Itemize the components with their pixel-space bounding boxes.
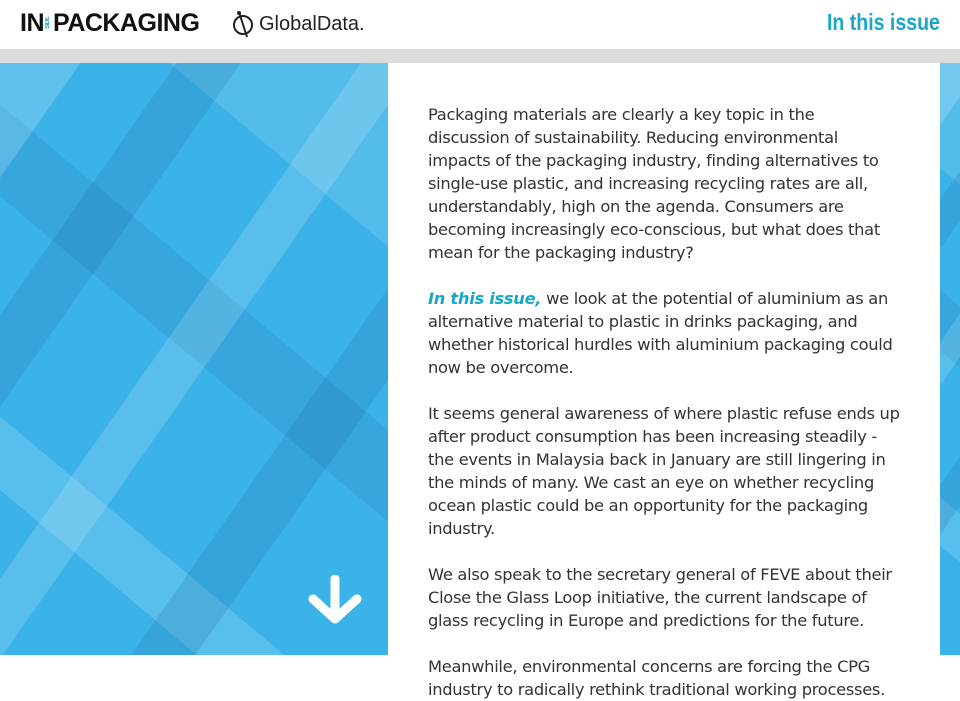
inside-packaging-logo[interactable] [20,9,199,38]
article-body [388,63,940,699]
paragraph-cpg: Meanwhile, environmental concerns are forcing the CPG industry to radically rethink traditional working processes. [428,657,885,699]
paragraph-aluminium: we look at the potential of aluminium as an alternative material to plastic in drinks packaging, and whether historical hurdles with aluminium packaging could now be overcome. [428,289,893,377]
crumpled-paper-image [0,63,388,655]
logo-packaging: PACKAGING [53,9,200,37]
arrow-down-icon[interactable] [306,575,364,625]
globaldata-logo[interactable] [231,10,365,38]
globaldata-text: GlobalData. [259,12,365,35]
crumpled-paper-strip [940,63,960,655]
paragraph-in-this-issue [428,287,900,379]
logo-in: IN [20,9,44,37]
section-title: In this issue [827,9,940,35]
divider-bar [0,49,960,63]
paragraph-ocean-plastic: It seems general awareness of where plastic refuse ends up after product consumption has been increasing steadily - the events in Malaysia back in January are still lingering in the minds of many. We cast an eye on whether recycling ocean plastic could be an opportunity for the packaging industry. [428,404,900,538]
globaldata-icon [231,10,255,38]
logo-side: SIDE [45,17,51,30]
header [0,0,960,49]
paragraph-feve: We also speak to the secretary general of FEVE about their Close the Glass Loop initiative, the current landscape of glass recycling in Europe and predictions for the future. [428,565,892,630]
in-this-issue-lead: In this issue, [428,289,542,308]
paragraph-intro: Packaging materials are clearly a key topic in the discussion of sustainability. Reducing environmental impacts of the packaging industry, finding alternatives to single-use plastic, and increasing recycling rates are all, understandably, high on the agenda. Consumers are becoming increasingly eco-conscious, but what does that mean for the packaging industry? [428,105,880,262]
